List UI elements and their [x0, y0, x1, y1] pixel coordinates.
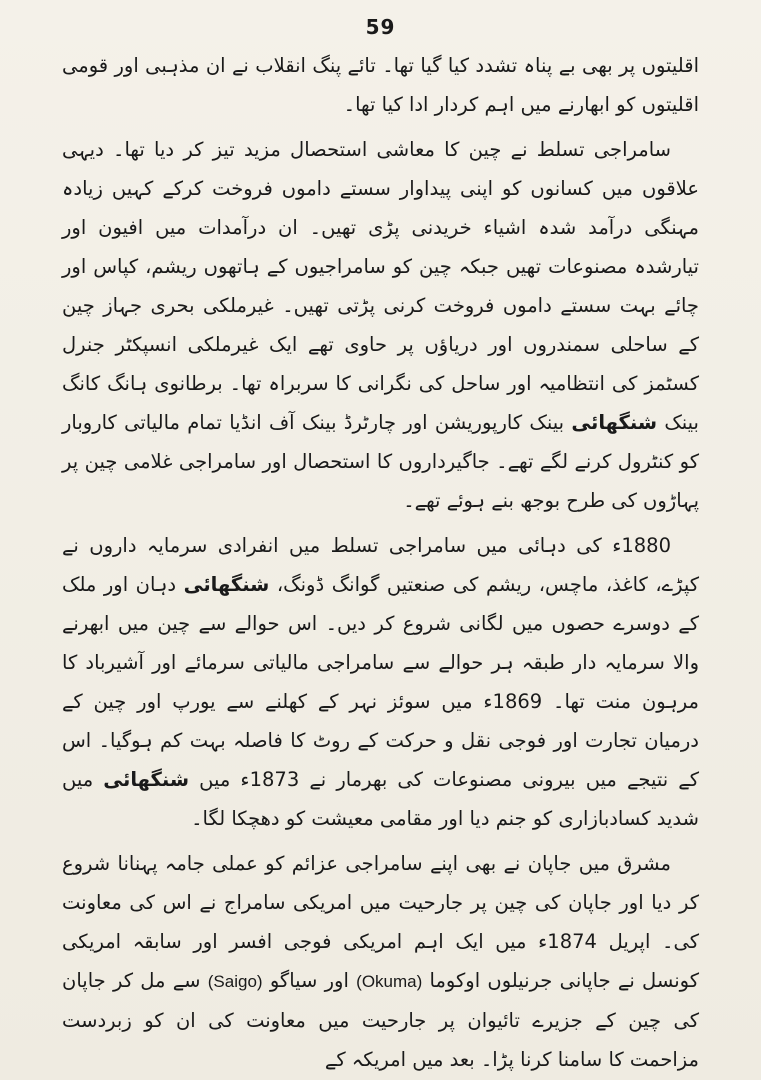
text-run: سے مل کر جاپان کی چین کے جزیرے تائیوان پر جارحیت میں معاونت کی ان کو زبردست مزاحمت کا سامنا کرنا پڑا۔ بعد میں امریکہ کے: [62, 969, 699, 1071]
paragraph-4: [62, 844, 699, 1079]
paragraph-3: [62, 526, 699, 838]
text-run: مشرق میں جاپان نے بھی اپنے سامراجی عزائم کو عملی جامہ پہنانا شروع کر دیا اور جاپان کی چین پر جارحیت میں امریکی سامراج نے اس کی معاونت کی۔ اپریل 1874ء میں ایک اہم امریکی فوجی افسر اور سابقہ امریکی کونسل نے جاپانی جرنیلوں اوکوما: [62, 852, 699, 992]
emphasized-place-name: شنگھائی: [103, 768, 190, 791]
latin-name: (Okuma): [356, 972, 423, 991]
page-number: 59: [365, 15, 396, 39]
text-run: اقلیتوں پر بھی بے پناہ تشدد کیا گیا تھا۔ تائے پنگ انقلاب نے ان مذہبی اور قومی اقلیتوں کو ابھارنے میں اہم کردار ادا کیا تھا۔: [62, 54, 699, 116]
text-run: بینک کارپوریشن اور چارٹرڈ بینک آف انڈیا تمام مالیاتی کاروبار کو کنٹرول کرنے لگے تھے۔ جاگیرداروں کا استحصال اور سامراجی غلامی چین پر پہاڑوں کی طرح بوجھ بنے ہوئے تھے۔: [62, 411, 699, 512]
latin-name: (Saigo): [207, 972, 263, 991]
text-run: اور سیاگو: [262, 969, 357, 992]
text-run: میں شدید کسادبازاری کو جنم دیا اور مقامی معیشت کو دھچکا لگا۔: [62, 768, 699, 830]
text-run: دہان اور ملک کے دوسرے حصوں میں لگانی شروع کر دیں۔ اس حوالے سے چین میں ابھرنے والا سرمایہ دار طبقہ ہر حوالے سے سامراجی مالیاتی سرمائے اور آشیرباد کا مرہون منت تھا۔ 1869ء میں سوئز نہر کے کھلنے سے یورپ اور چین کے درمیان تجارت اور فوجی نقل و حرکت کے روٹ کا فاصلہ بہت کم ہوگیا۔ اس کے نتیجے میں بیرونی مصنوعات کی بھرمار نے 1873ء میں: [62, 573, 700, 791]
text-run: 1880ء کی دہائی میں سامراجی تسلط میں انفرادی سرمایہ داروں نے کپڑے، کاغذ، ماچس، ریشم کی صنعتیں گوانگ ڈونگ،: [62, 534, 699, 596]
text-run: سامراجی تسلط نے چین کا معاشی استحصال مزید تیز کر دیا تھا۔ دیہی علاقوں میں کسانوں کو اپنی پیداوار سستے داموں فروخت کرکے کہیں زیادہ مہنگی درآمد شدہ اشیاء خریدنی پڑی تھیں۔ ان درآمدات میں افیون اور تیارشدہ مصنوعات تھیں جبکہ چین کو سامراجیوں کے ہاتھوں ریشم، کپاس اور چائے بہت سستے داموں فروخت کرنی پڑتی تھیں۔ غیرملکی بحری جہاز چین کے ساحلی سمندروں اور دریاؤں پر حاوی تھے ایک غیرملکی انسپکٹر جنرل کسٹمز کی انتظامیہ اور ساحل کی نگرانی کا سربراہ تھا۔ برطانوی ہانگ کانگ بینک: [62, 138, 699, 434]
paragraph-1: [62, 46, 699, 124]
paragraph-2: [62, 130, 699, 520]
page-body: [62, 46, 699, 1079]
emphasized-place-name: شنگھائی: [571, 411, 658, 434]
emphasized-place-name: شنگھائی: [183, 573, 270, 596]
